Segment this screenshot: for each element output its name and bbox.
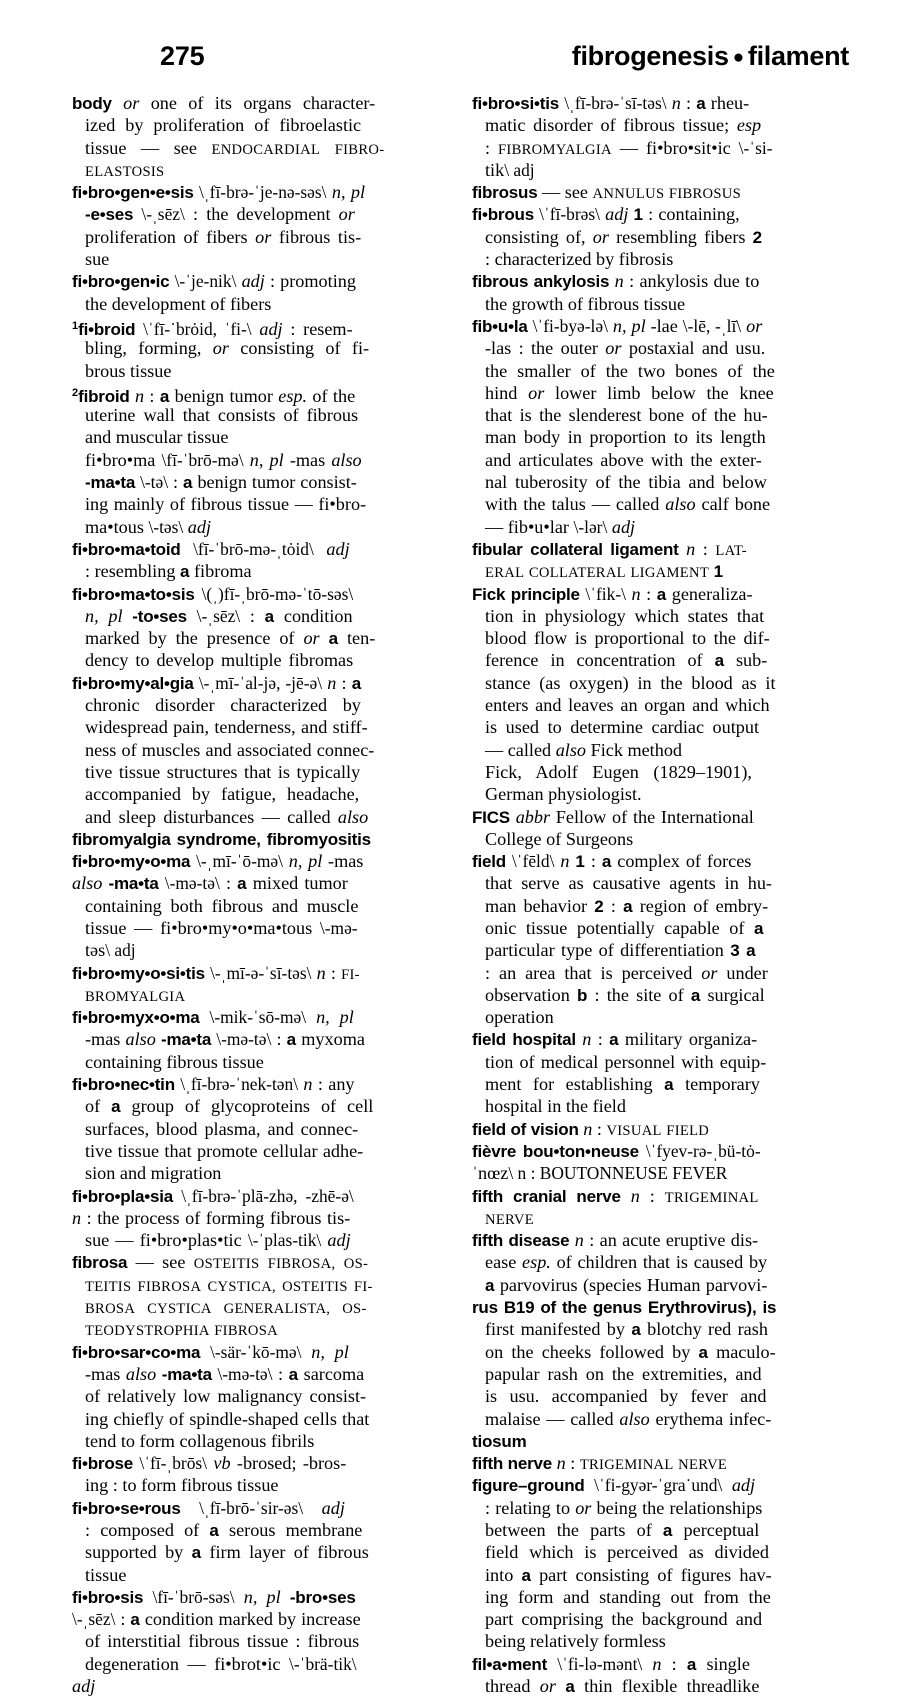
entry-line: degeneration — fi•brot•ic \-ˈbrä-tik\ bbox=[85, 1653, 357, 1674]
entry-line: fifth nerve n : TRIGEMINAL NERVE bbox=[472, 1453, 728, 1474]
entry-line: -mas also -ma•ta \-mə-tə\ : a myxoma bbox=[85, 1029, 365, 1050]
entry-line: being relatively formless bbox=[485, 1631, 666, 1652]
entry-line: papular rash on the extremities, and bbox=[485, 1363, 762, 1384]
entry-line: body or one of its organs character- bbox=[72, 93, 376, 113]
entry-line: ized by proliferation of fibroelastic bbox=[85, 115, 362, 136]
entry-line: tissue — fi•bro•my•o•ma•tous \-mə- bbox=[85, 917, 358, 938]
entry-line: a parvovirus (species Human parvovi- bbox=[485, 1274, 768, 1295]
entry-line: ing : to form fibrous tissue bbox=[85, 1475, 279, 1496]
entry-line: fi•bro•gen•e•sis \ˌfī-brə-ˈje-nə-səs\ n, pl bbox=[72, 182, 366, 203]
entry-line: n : the process of forming fibrous tis- bbox=[72, 1207, 351, 1228]
entry-line: fibular collateral ligament n : LAT- bbox=[472, 538, 747, 559]
entry-line: ing chiefly of spindle-shaped cells that bbox=[85, 1408, 370, 1429]
entry-line: tive tissue that promote cellular adhe- bbox=[85, 1140, 364, 1161]
entry-line: proliferation of fibers or fibrous tis- bbox=[85, 226, 362, 247]
entry-line: of interstitial fibrous tissue : fibrous bbox=[85, 1631, 360, 1652]
entry-line: ERAL COLLATERAL LIGAMENT 1 bbox=[485, 562, 724, 582]
entry-line: ease esp. of children that is caused by bbox=[485, 1252, 768, 1273]
entry-line: TEITIS FIBROSA CYSTICA, OSTEITIS FI- bbox=[85, 1278, 373, 1295]
entry-line: with the talus — called also calf bone bbox=[485, 494, 771, 515]
entry-line: hospital in the field bbox=[485, 1096, 626, 1117]
entry-line: blood flow is proportional to the dif- bbox=[485, 628, 770, 649]
entry-line: fi•bro•nec•tin \ˌfī-brə-ˈnek-tən\ n : any bbox=[72, 1074, 355, 1095]
entry-line: fi•bro•gen•ic \-ˈje-nik\ adj : promoting bbox=[72, 271, 356, 292]
entry-line: chronic disorder characterized by bbox=[85, 695, 361, 716]
entry-line: ness of muscles and associated connec- bbox=[85, 739, 375, 760]
entry-line: Fick principle \ˈfik-\ n : a generaliza- bbox=[472, 583, 753, 604]
entry-line: BROSA CYSTICA GENERALISTA, OS- bbox=[85, 1301, 367, 1318]
entry-line: rus B19 of the genus Erythrovirus), is bbox=[472, 1298, 777, 1318]
entry-line: fil•a•ment \ˈfi-lə-mənt\ n : a single bbox=[472, 1653, 750, 1674]
entry-line: ing form and standing out from the bbox=[485, 1586, 771, 1607]
entry-line: tion in physiology which states that bbox=[485, 605, 765, 626]
entry-line: BROMYALGIA bbox=[85, 988, 186, 1005]
entry-line: the growth of fibrous tissue bbox=[485, 293, 686, 314]
entry-line: that serve as causative agents in hu- bbox=[485, 873, 772, 894]
entry-line: on the cheeks followed by a maculo- bbox=[485, 1341, 776, 1362]
entry-line: first manifested by a blotchy red rash bbox=[485, 1319, 768, 1340]
entry-line: : characterized by fibrosis bbox=[485, 249, 674, 270]
entry-line: fi•bro•myx•o•ma \-mik-ˈsō-mə\ n, pl bbox=[72, 1007, 354, 1028]
entry-line: ing mainly of fibrous tissue — fi•bro- bbox=[85, 494, 367, 515]
guide-word-bullet-icon: ● bbox=[732, 47, 744, 68]
entry-line: fifth disease n : an acute eruptive dis- bbox=[472, 1230, 759, 1251]
entry-line: into a part consisting of figures hav- bbox=[485, 1564, 772, 1585]
entry-line: man body in proportion to its length bbox=[485, 427, 766, 448]
entry-line: containing both fibrous and muscle bbox=[85, 895, 359, 916]
entry-line: — called also Fick method bbox=[485, 739, 683, 760]
entry-line: and articulates above with the exter- bbox=[485, 449, 762, 470]
entry-line: n, pl -to•ses \-ˌsēz\ : a condition bbox=[85, 605, 353, 626]
entry-line: man behavior 2 : a region of embry- bbox=[485, 895, 769, 916]
entry-line: $^2$fibroid n : a benign tumor esp. of the bbox=[72, 385, 356, 406]
entry-line: FICS abbr Fellow of the International bbox=[472, 806, 754, 827]
entry-line: the development of fibers bbox=[85, 293, 272, 314]
entry-line: ˈnœz\ n : BOUTONNEUSE FEVER bbox=[472, 1163, 728, 1184]
entry-line: fi•bro•si•tis \ˌfī-brə-ˈsī-təs\ n : a rheu- bbox=[472, 93, 750, 113]
entry-line: figure–ground \ˈfi-gyər-ˈgra˙und\ adj bbox=[472, 1475, 756, 1496]
entry-line: adj bbox=[72, 1676, 96, 1697]
entry-line: : composed of a serous membrane bbox=[85, 1520, 363, 1540]
entry-line: part comprising the background and bbox=[485, 1609, 763, 1630]
entry-line: supported by a firm layer of fibrous bbox=[85, 1542, 369, 1563]
entry-line: is usu. accompanied by fever and bbox=[485, 1386, 767, 1407]
entry-line: fibrosus — see ANNULUS FIBROSUS bbox=[472, 182, 742, 203]
entry-line: containing fibrous tissue bbox=[85, 1051, 264, 1072]
entry-line: brous tissue bbox=[85, 360, 172, 381]
entry-line: fi•bro•sar•co•ma \-sär-ˈkō-mə\ n, pl bbox=[72, 1341, 349, 1362]
entry-line: tion of medical personnel with equip- bbox=[485, 1051, 767, 1072]
entry-line: fib•u•la \ˈfi-byə-lə\ n, pl -lae \-lē, -ˌlī\ or bbox=[472, 315, 763, 336]
entry-line: NERVE bbox=[485, 1211, 534, 1228]
entry-line: nal tuberosity of the tibia and below bbox=[485, 472, 767, 493]
entry-line: also -ma•ta \-mə-tə\ : a mixed tumor bbox=[72, 873, 348, 894]
guide-words bbox=[572, 40, 849, 74]
entry-line: -mas also -ma•ta \-mə-tə\ : a sarcoma bbox=[85, 1363, 365, 1384]
entry-line: : resembling a fibroma bbox=[85, 561, 252, 582]
entry-line: tend to form collagenous fibrils bbox=[85, 1430, 315, 1451]
entry-line: sue — fi•bro•plas•tic \-ˈplas-tik\ adj bbox=[85, 1230, 351, 1251]
entry-line: $^1$fi•broid \ˈfī-˙brȯid, ˈfi-\ adj : resem- bbox=[72, 318, 353, 339]
entry-line: ma•tous \-təs\ adj bbox=[85, 516, 212, 537]
entry-line: tik\ adj bbox=[485, 159, 535, 180]
entry-line: of a group of glycoproteins of cell bbox=[85, 1096, 374, 1117]
entry-line: hind or lower limb below the knee bbox=[485, 382, 774, 403]
entry-line: stance (as oxygen) in the blood as it bbox=[485, 672, 776, 693]
entry-line: fi•bro•ma•toid \fī-ˈbrō-mə-ˌtȯid\ adj bbox=[72, 538, 350, 559]
entry-line: fi•brous \ˈfī-brəs\ adj 1 : containing, bbox=[472, 204, 740, 225]
entry-line: matic disorder of fibrous tissue; esp bbox=[485, 115, 762, 136]
entry-line: the smaller of the two bones of the bbox=[485, 360, 775, 381]
entry-line: fi•bro•sis \fī-ˈbrō-səs\ n, pl -bro•ses bbox=[72, 1586, 356, 1607]
entry-line: College of Surgeons bbox=[485, 828, 634, 849]
entry-line: between the parts of a perceptual bbox=[485, 1520, 760, 1540]
column-left bbox=[72, 92, 454, 1697]
entry-line: fi•bro•se•rous \ˌfī-brō-ˈsir-əs\ adj bbox=[72, 1497, 345, 1518]
entry-line: fi•bro•pla•sia \ˌfī-brə-ˈplā-zhə, -zhē-ə\ bbox=[72, 1185, 354, 1206]
entry-line: TEODYSTROPHIA FIBROSA bbox=[85, 1323, 279, 1340]
entry-line: onic tissue potentially capable of a bbox=[485, 917, 764, 938]
entry-line: fibromyalgia syndrome, fibromyositis bbox=[72, 829, 371, 849]
entry-line: : relating to or being the relationships bbox=[485, 1497, 763, 1518]
entry-line: widespread pain, tenderness, and stiff- bbox=[85, 717, 368, 738]
entry-line: and muscular tissue bbox=[85, 427, 229, 448]
entry-line: consisting of, or resembling fibers 2 bbox=[485, 226, 763, 247]
entry-line: fibrosa — see OSTEITIS FIBROSA, OS- bbox=[72, 1252, 369, 1273]
entry-line: -ma•ta \-tə\ : a benign tumor consist- bbox=[85, 472, 357, 493]
entry-line: ment for establishing a temporary bbox=[485, 1074, 760, 1095]
entry-line: German physiologist. bbox=[485, 784, 642, 805]
entry-line: field hospital n : a military organiza- bbox=[472, 1029, 758, 1050]
entry-line: fi•brose \ˈfī-ˌbrōs\ vb -brosed; -bros- bbox=[72, 1453, 347, 1474]
entry-line: field \ˈfēld\ n 1 : a complex of forces bbox=[472, 851, 752, 872]
entry-line: Fick, Adolf Eugen (1829–1901), bbox=[485, 761, 752, 782]
entry-line: fi•bro•ma \fī-ˈbrō-mə\ n, pl -mas also bbox=[85, 449, 362, 470]
entry-line: fifth cranial nerve n : TRIGEMINAL bbox=[472, 1185, 759, 1206]
entry-line: particular type of differentiation 3 a bbox=[485, 940, 756, 961]
entry-line: and sleep disturbances — called also bbox=[85, 806, 369, 827]
entry-line: surfaces, blood plasma, and connec- bbox=[85, 1118, 359, 1139]
entry-line: uterine wall that consists of fibrous bbox=[85, 405, 359, 426]
entry-line: fi•bro•my•o•ma \-ˌmī-ˈō-mə\ n, pl -mas bbox=[72, 851, 364, 872]
entry-line: tissue — see ENDOCARDIAL FIBRO- bbox=[85, 137, 385, 158]
entry-line: fi•bro•my•al•gia \-ˌmī-ˈal-jə, -jē-ə\ n : a bbox=[72, 672, 362, 693]
entry-line: fi•bro•my•o•si•tis \-ˌmī-ə-ˈsī-təs\ n : FI- bbox=[72, 962, 360, 983]
entry-line: tiosum bbox=[472, 1431, 527, 1451]
entry-line: : an area that is perceived or under bbox=[485, 962, 768, 983]
entry-line: fibrous ankylosis n : ankylosis due to bbox=[472, 271, 760, 292]
entry-line: thread or a thin flexible threadlike bbox=[485, 1676, 760, 1697]
column-right bbox=[472, 92, 854, 1697]
entry-line: — fib•u•lar \-lər\ adj bbox=[485, 516, 636, 537]
entry-line: sue bbox=[85, 249, 110, 270]
entry-line: marked by the presence of or a ten- bbox=[85, 628, 376, 649]
entry-line: field which is perceived as divided bbox=[485, 1542, 770, 1563]
entry-line: : FIBROMYALGIA — fi•bro•sit•ic \-ˈsi- bbox=[485, 137, 773, 158]
entry-line: dency to develop multiple fibromas bbox=[85, 650, 354, 671]
entry-line: accompanied by fatigue, headache, bbox=[85, 784, 360, 805]
entry-line: \-ˌsēz\ : a condition marked by increase bbox=[72, 1609, 361, 1630]
entry-line: is used to determine cardiac output bbox=[485, 717, 760, 738]
entry-line: tive tissue structures that is typically bbox=[85, 761, 361, 782]
entry-line: ference in concentration of a sub- bbox=[485, 650, 768, 671]
entry-line: enters and leaves an organ and which bbox=[485, 695, 770, 716]
entry-line: fi•bro•ma•to•sis \(ˌ)fī-ˌbrō-mə-ˈtō-səs\ bbox=[72, 583, 354, 604]
entry-line: bling, forming, or consisting of fi- bbox=[85, 338, 370, 359]
entry-line: operation bbox=[485, 1007, 554, 1028]
entry-line: malaise — called also erythema infec- bbox=[485, 1408, 772, 1429]
entry-line: ELASTOSIS bbox=[85, 163, 165, 180]
entry-line: of relatively low malignancy consist- bbox=[85, 1386, 367, 1407]
entry-line: field of vision n : VISUAL FIELD bbox=[472, 1118, 710, 1139]
entry-line: təs\ adj bbox=[85, 940, 136, 961]
entry-line: observation b : the site of a surgical bbox=[485, 984, 765, 1005]
guide-word-left: fibrogenesis bbox=[571, 41, 729, 71]
entry-line: -e•ses \-ˌsēz\ : the development or bbox=[85, 204, 355, 225]
page-number: 275 bbox=[160, 41, 205, 71]
entry-line: -las : the outer or postaxial and usu. bbox=[485, 338, 766, 359]
entry-line: that is the slenderest bone of the hu- bbox=[485, 405, 768, 426]
entry-line: sion and migration bbox=[85, 1163, 222, 1184]
running-head bbox=[0, 40, 917, 82]
entry-line: tissue bbox=[85, 1564, 127, 1585]
guide-word-right: filament bbox=[747, 41, 849, 71]
entry-line: fièvre bou•ton•neuse \ˈfyev-rə-ˌbü-tȯ- bbox=[472, 1140, 761, 1161]
